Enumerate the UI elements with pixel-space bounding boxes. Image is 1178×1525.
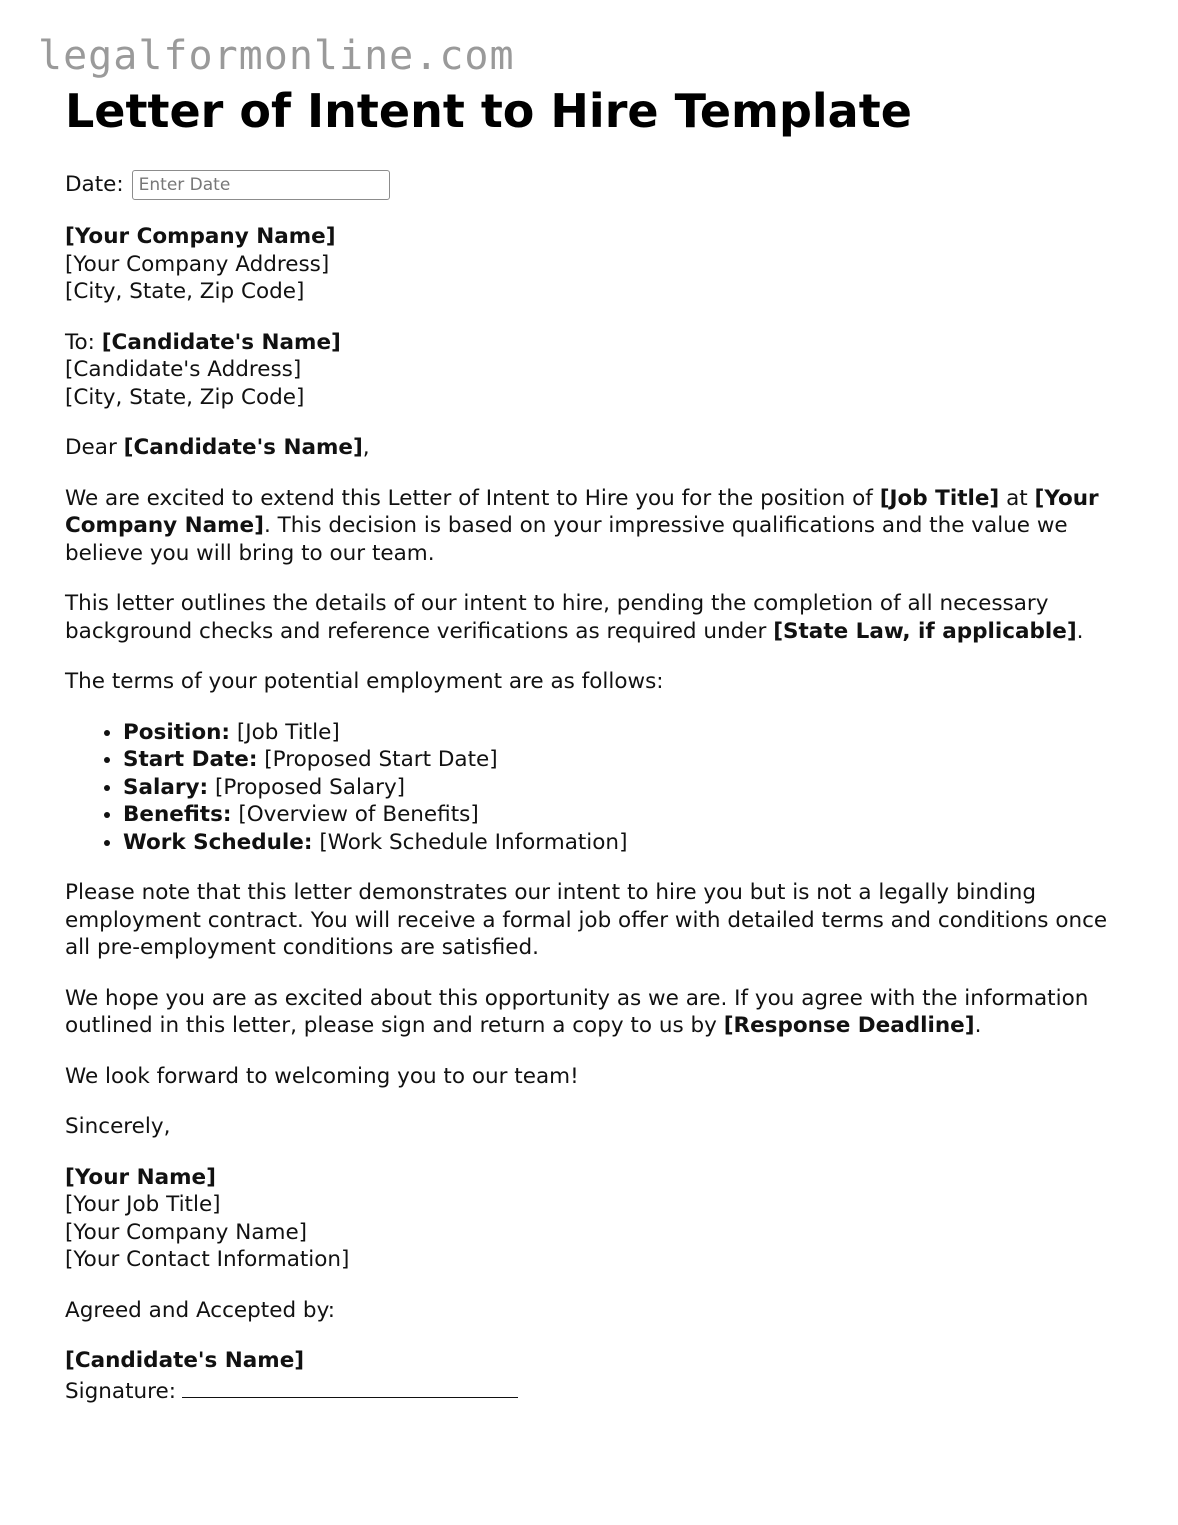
letter-body <box>65 86 1135 1428</box>
recipient-city-state-zip: [City, State, Zip Code] <box>65 384 305 410</box>
details-state-law: [State Law, if applicable] <box>773 618 1077 644</box>
response-deadline: [Response Deadline] <box>723 1013 975 1038</box>
intro-company: [Your Company Name] <box>65 485 1099 538</box>
sender-company-address: [Your Company Address] <box>65 251 330 277</box>
term-value: [Proposed Start Date] <box>264 747 498 772</box>
intro-paragraph <box>65 485 1135 568</box>
term-label: Work Schedule: <box>123 829 313 855</box>
list-item <box>123 719 1135 747</box>
disclaimer-paragraph: Please note that this letter demonstrates our intent to hire you but is not a legally binding employment contract. You will receive a formal job offer with detailed terms and conditions once all pre-employment conditions are satisfied. <box>65 880 1108 960</box>
term-value: [Job Title] <box>236 719 340 745</box>
salutation <box>65 434 1135 462</box>
term-value: [Work Schedule Information] <box>319 829 628 855</box>
terms-intro: The terms of your potential employment are as follows: <box>65 669 664 694</box>
signature-line[interactable] <box>182 1375 518 1398</box>
welcome-paragraph: We look forward to welcoming you to our team! <box>65 1063 579 1089</box>
page-title: Letter of Intent to Hire Template <box>65 84 912 138</box>
list-item <box>123 746 1135 774</box>
recipient-to-label: To: <box>65 329 95 355</box>
term-value: [Overview of Benefits] <box>238 802 479 827</box>
intro-text-2: at <box>1006 485 1028 511</box>
term-label: Salary: <box>123 774 209 800</box>
sender-company-name: [Your Company Name] <box>65 224 336 249</box>
list-item <box>123 801 1135 829</box>
salutation-name: [Candidate's Name] <box>123 435 363 460</box>
recipient-address: [Candidate's Address] <box>65 357 302 382</box>
signature-label: Signature: <box>65 1378 176 1404</box>
details-text-2: . <box>1076 618 1084 644</box>
terms-list <box>65 719 1135 857</box>
response-text-1: We hope you are as excited about this opportunity as we are. If you agree with the information outlined in this letter, please sign and return a copy to us by <box>65 985 1089 1038</box>
site-watermark: legalformonline.com <box>38 33 515 79</box>
date-row <box>65 170 1135 200</box>
term-value: [Proposed Salary] <box>214 774 406 800</box>
term-label: Start Date: <box>123 747 258 772</box>
intro-text-3: . This decision is based on your impressive qualifications and the value we believe you will bring to our team. <box>65 513 1068 566</box>
term-label: Benefits: <box>123 802 232 827</box>
closing: Sincerely, <box>65 1114 171 1139</box>
recipient-name: [Candidate's Name] <box>101 329 341 355</box>
signer-name: [Your Name] <box>65 1164 216 1190</box>
details-text-1: This letter outlines the details of our intent to hire, pending the completion of all necessary background checks and reference verifications as required under <box>65 591 1049 644</box>
details-paragraph <box>65 590 1135 645</box>
date-input[interactable] <box>132 170 390 200</box>
acceptance-block <box>65 1347 1135 1405</box>
term-label: Position: <box>123 719 231 745</box>
list-item <box>123 829 1135 857</box>
date-label: Date: <box>65 172 124 198</box>
recipient-block <box>65 329 1135 412</box>
intro-text-1: We are excited to extend this Letter of Intent to Hire you for the position of <box>65 485 873 511</box>
signer-company: [Your Company Name] <box>65 1219 308 1245</box>
signer-contact: [Your Contact Information] <box>65 1247 350 1272</box>
sender-block <box>65 223 1135 306</box>
candidate-name: [Candidate's Name] <box>65 1348 305 1373</box>
acceptance-label: Agreed and Accepted by: <box>65 1297 335 1323</box>
signer-block <box>65 1164 1135 1274</box>
intro-job-title: [Job Title] <box>879 485 1000 511</box>
response-text-2: . <box>974 1013 982 1038</box>
salutation-comma: , <box>362 435 370 460</box>
list-item <box>123 774 1135 802</box>
response-paragraph <box>65 985 1135 1040</box>
signer-job-title: [Your Job Title] <box>65 1192 221 1217</box>
salutation-dear: Dear <box>65 435 117 460</box>
sender-city-state-zip: [City, State, Zip Code] <box>65 279 305 304</box>
